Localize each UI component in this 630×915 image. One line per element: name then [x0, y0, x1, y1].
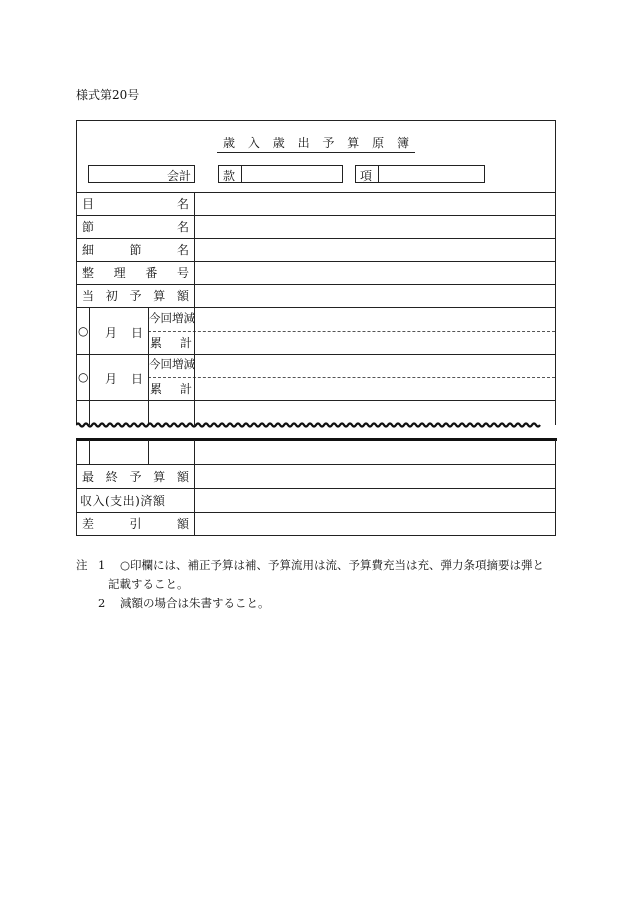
ruikei-label-2a: 累	[150, 382, 163, 396]
form-number: 様式第20号	[76, 88, 140, 102]
kan-label: 款	[223, 169, 236, 183]
sashihiki-label: 差 引 額	[82, 517, 189, 531]
konkai-label-1: 今回増減	[149, 311, 195, 325]
circle-mark-1: ○	[78, 324, 89, 338]
konkai-label-2: 今回増減	[149, 357, 195, 371]
seiri-bango-label: 整 理 番 号	[82, 266, 189, 280]
setsu-label-a: 節	[82, 220, 95, 234]
moku-label-a: 目	[82, 197, 95, 211]
break-line-top	[76, 422, 557, 428]
day-label-1: 日	[131, 326, 144, 340]
day-label-2: 日	[131, 372, 144, 386]
account-label: 会計	[167, 169, 192, 183]
circled-ho: 補	[245, 558, 257, 572]
ledger-title: 歳入歳出予算原簿	[217, 136, 415, 153]
saisetsu-label: 細 節 名	[82, 243, 189, 257]
ruikei-label-2b: 計	[180, 382, 193, 396]
note-1-continued: 記載すること。	[108, 577, 189, 591]
note-1: 注 1 ○印欄には、補正予算は補、予算流用は流、予算費充当は充、弾力条項摘要は弾と	[76, 556, 544, 575]
ruikei-label-1b: 計	[180, 336, 193, 350]
notes	[76, 556, 544, 613]
saishu-yosan-label: 最 終 予 算 額	[82, 470, 189, 484]
kan-field[interactable]	[218, 165, 343, 183]
shunyu-zumi-label: 収入(支出)済額	[80, 494, 166, 508]
circle-mark-2: ○	[78, 370, 89, 384]
note-2: 2 減額の場合は朱書すること。	[98, 596, 270, 610]
ruikei-label-1a: 累	[150, 336, 163, 350]
moku-label-b: 名	[177, 197, 190, 211]
circled-ryu: 流	[325, 558, 338, 572]
tousho-yosan-label: 当 初 予 算 額	[82, 289, 189, 303]
kou-field[interactable]	[355, 165, 485, 183]
circled-ju: 充	[417, 558, 430, 572]
kou-label: 項	[360, 169, 373, 183]
circled-dan: 弾	[521, 558, 533, 572]
setsu-label-b: 名	[177, 220, 190, 234]
month-label-2: 月	[105, 372, 118, 386]
month-label-1: 月	[105, 326, 118, 340]
